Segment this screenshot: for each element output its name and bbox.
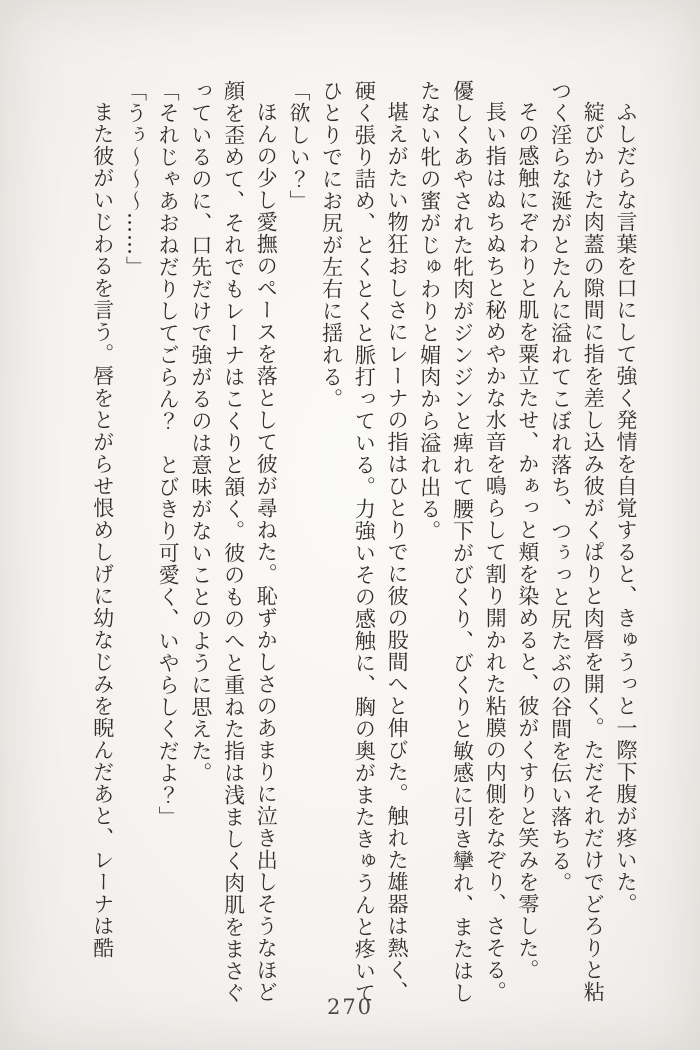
novel-text-block [84,80,642,1004]
novel-paragraph-dialogue: 「欲しい？」 [286,80,311,212]
novel-paragraph: 綻びかけた肉蓋の隙間に指を差し込み彼がくぱりと肉唇を開く。ただそれだけでどろりと粘つく淫らな涎がとたんに溢れてこぼれ落ち、つぅっと尻たぶの谷間を伝い落ちる。 [548,80,606,1003]
novel-paragraph: 長い指はぬちぬちと秘めやかな水音を鳴らして割り開かれた粘膜の内側をなぞり、さそる。優しくあやされた牝肉がジンジンと痺れて腰下がびくり、びくりと敏感に引き攣れ、またはしたない牝の蜜がじゅわりと媚肉から溢れ出る。 [417,80,508,1004]
novel-paragraph: ほんの少し愛撫のペースを落として彼が尋ねた。恥ずかしさのあまりに泣き出しそうなほど顔を歪めて、それでもレーナはこくりと頷く。彼のものへと重ねた指は浅ましく肉肌をまさぐっているのに、口先だけで強がるのは意味がないことのように思えた。 [188,80,279,1004]
novel-paragraph: その感触にぞわりと肌を粟立たせ、かぁっと頬を染めると、彼がくすりと笑みを零した。 [515,101,540,981]
novel-paragraph-dialogue: 「うぅ～～～……」 [123,80,148,278]
novel-paragraph: 堪えがたい物狂おしさにレーナの指はひとりでに彼の股間へと伸びた。触れた雄器は熱く、硬く張り詰め、とくとくと脈打っている。力強いその感触に、胸の奥がまたきゅうんと疼いてひとりでにお尻が左右に揺れる。 [319,80,410,1004]
novel-paragraph-dialogue: 「それじゃあおねだりしてごらん？ とびきり可愛く、いやらしくだよ？」 [156,80,181,828]
novel-paragraph: また彼がいじわるを言う。唇をとがらせ恨めしげに幼なじみを睨んだあと、レーナは酷 [90,101,115,959]
page-number: 270 [326,995,374,1019]
novel-paragraph: ふしだらな言葉を口にして強く発情を自覚すると、きゅうっと一際下腹が疼いた。 [614,101,638,915]
